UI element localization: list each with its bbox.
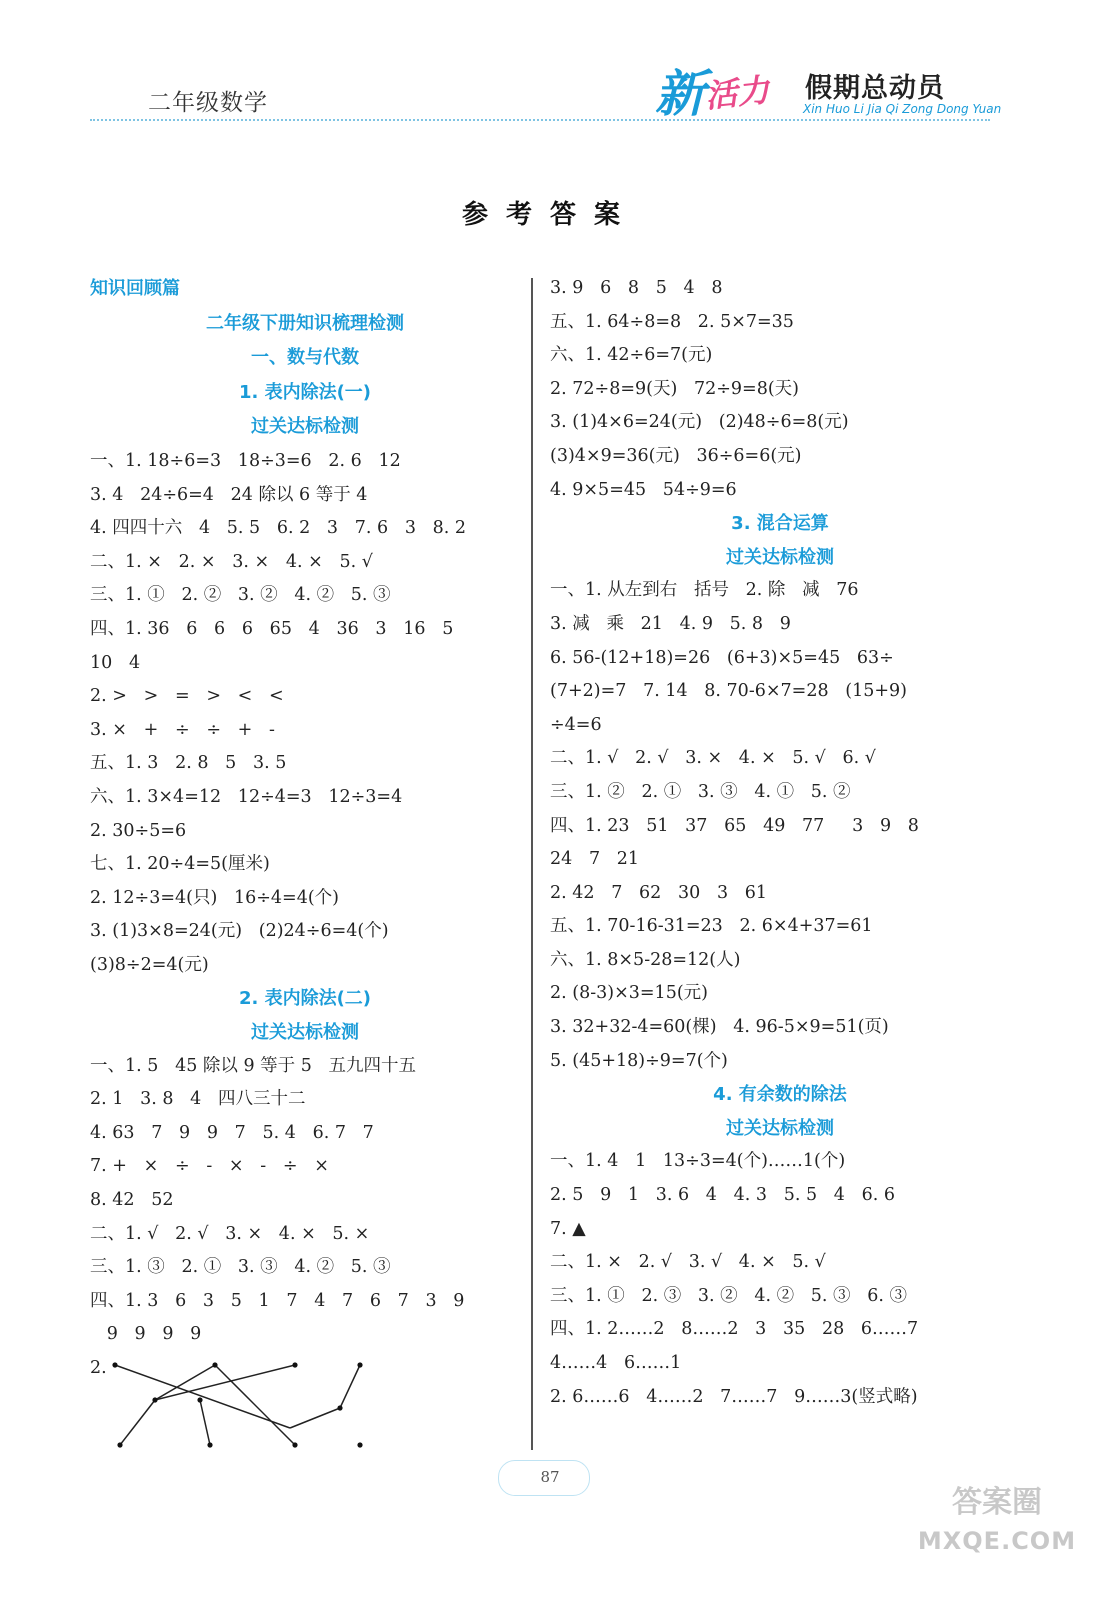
answer-line: 2. 72÷8=9(天) 72÷9=8(天) [550, 378, 799, 399]
answer-line: 3. 32+32-4=60(棵) 4. 96-5×9=51(页) [550, 1017, 889, 1038]
answer-line: 7. + × ÷ - × - ÷ × [90, 1156, 329, 1177]
answer-line: 2. 42 7 62 30 3 61 [550, 882, 768, 903]
answer-line: 8. 42 52 [90, 1190, 174, 1211]
answer-line: 六、1. 42÷6=7(元) [550, 345, 713, 366]
match-dot [207, 1442, 212, 1447]
answer-line: 24 7 21 [550, 849, 640, 870]
answer-line: 三、1. ① 2. ② 3. ② 4. ② 5. ③ [90, 585, 391, 606]
answer-line: 七、1. 20÷4=5(厘米) [90, 854, 270, 875]
answer-line: 四、1. 23 51 37 65 49 77 3 9 8 [550, 815, 919, 836]
answer-line: 2. 12÷3=4(只) 16÷4=4(个) [90, 887, 339, 908]
answer-line: 一、1. 4 1 13÷3=4(个)……1(个) [550, 1151, 846, 1172]
section-heading: 3. 混合运算 [731, 513, 829, 535]
answer-line: 4……4 6……1 [550, 1353, 682, 1373]
answer-line: 3. × + ÷ ÷ + - [90, 719, 275, 740]
right-column [550, 272, 1010, 1414]
answer-line: 四、1. 36 6 6 6 65 4 36 3 16 5 [90, 618, 454, 639]
match-dot [357, 1442, 362, 1447]
section-heading: 过关达标检测 [726, 1117, 834, 1139]
match-dot [292, 1362, 297, 1367]
answer-line: 五、1. 3 2. 8 5 3. 5 [90, 753, 287, 774]
answer-line: 二、1. √ 2. √ 3. × 4. × 5. √ 6. √ [550, 748, 876, 769]
brand-name: 假期总动员 [805, 73, 945, 104]
grade-label: 二年级数学 [148, 90, 268, 116]
page-title: 参考答案 [461, 200, 638, 230]
answer-line: 二、1. × 2. √ 3. √ 4. × 5. √ [550, 1252, 826, 1273]
answer-line: 5. (45+18)÷9=7(个) [550, 1050, 728, 1071]
answer-line: 3. 4 24÷6=4 24 除以 6 等于 4 [90, 484, 368, 505]
brand-logo [655, 54, 1002, 124]
match-dot [292, 1442, 297, 1447]
answer-line: 六、1. 8×5-28=12(人) [550, 949, 741, 970]
answer-line: 2. (8-3)×3=15(元) [550, 983, 708, 1004]
brand-pinyin: Xin Huo Li Jia Qi Zong Dong Yuan [803, 102, 1002, 116]
match-dot [357, 1362, 362, 1367]
answer-line: 三、1. ① 2. ③ 3. ② 4. ② 5. ③ 6. ③ [550, 1285, 907, 1306]
answer-line: 2. 5 9 1 3. 6 4 4. 3 5. 5 4 6. 6 [550, 1185, 896, 1206]
watermark [902, 1485, 1092, 1556]
answer-line: 4. 63 7 9 9 7 5. 4 6. 7 7 [90, 1122, 374, 1143]
answer-line: 一、1. 18÷6=3 18÷3=6 2. 6 12 [90, 450, 401, 471]
answer-line: 六、1. 3×4=12 12÷4=3 12÷3=4 [90, 786, 403, 807]
answer-line: 四、1. 2……2 8……2 3 35 28 6……7 [550, 1319, 919, 1340]
answer-line: ÷4=6 [550, 714, 602, 735]
answer-line: 3. 9 6 8 5 4 8 [550, 278, 723, 298]
left-column [90, 272, 520, 1460]
section-heading: 知识回顾篇 [90, 278, 180, 299]
answer-line: 3. 减 乘 21 4. 9 5. 8 9 [550, 613, 791, 634]
section-heading: 一、数与代数 [251, 347, 359, 369]
answer-line: 2. 1 3. 8 4 四八三十二 [90, 1089, 306, 1110]
answer-line: (7+2)=7 7. 14 8. 70-6×7=28 (15+9) [550, 681, 907, 702]
answer-line: 3. (1)4×6=24(元) (2)48÷6=8(元) [550, 412, 849, 433]
section-heading: 过关达标检测 [251, 1022, 359, 1044]
answer-line: 2. 30÷5=6 [90, 820, 187, 841]
watermark-url: MXQE.COM [917, 1527, 1077, 1555]
match-dot [197, 1397, 202, 1402]
answer-line: 五、1. 70-16-31=23 2. 6×4+37=61 [550, 916, 873, 937]
match-dot [337, 1405, 342, 1410]
answer-line: 一、1. 5 45 除以 9 等于 5 五九四十五 [90, 1055, 417, 1076]
answer-line: 三、1. ③ 2. ① 3. ③ 4. ② 5. ③ [90, 1257, 391, 1278]
answer-line: 二、1. √ 2. √ 3. × 4. × 5. × [90, 1223, 370, 1244]
section-heading: 过关达标检测 [251, 416, 359, 438]
brand-logo-huoli: 活力 [703, 70, 772, 116]
answer-line: 二、1. × 2. × 3. × 4. × 5. √ [90, 551, 373, 572]
answer-line: 3. (1)3×8=24(元) (2)24÷6=4(个) [90, 921, 389, 942]
page-number: 87 [540, 1468, 560, 1486]
column-divider [531, 278, 533, 1450]
watermark-text: 答案圈 [952, 1485, 1042, 1520]
answer-line: 五、1. 64÷8=8 2. 5×7=35 [550, 311, 794, 332]
match-dot [117, 1442, 122, 1447]
answer-line: 6. 56-(12+18)=26 (6+3)×5=45 63÷ [550, 647, 894, 668]
section-heading: 二年级下册知识梳理检测 [206, 312, 404, 334]
answer-line: (3)4×9=36(元) 36÷6=6(元) [550, 445, 802, 466]
answer-line: 2. 6……6 4……2 7……7 9……3(竖式略) [550, 1386, 918, 1407]
answer-line: 10 4 [90, 652, 141, 673]
section-heading: 1. 表内除法(一) [238, 381, 372, 403]
section-heading: 过关达标检测 [726, 546, 834, 568]
section-heading: 2. 表内除法(二) [238, 988, 372, 1010]
answer-line: 一、1. 从左到右 括号 2. 除 减 76 [550, 580, 859, 601]
answer-line: 4. 四四十六 4 5. 5 6. 2 3 7. 6 3 8. 2 [90, 518, 467, 539]
answer-line: 四、1. 3 6 3 5 1 7 4 7 6 7 3 9 [90, 1290, 465, 1311]
answer-line: 9 9 9 9 [90, 1324, 202, 1345]
match-dot [112, 1362, 117, 1367]
answer-line: 2. > > = > < < [90, 686, 284, 707]
matching-lines-diagram [110, 1360, 410, 1460]
answer-line: 4. 9×5=45 54÷9=6 [550, 479, 737, 500]
brand-logo-xin: 新 [655, 65, 705, 123]
answer-line: 2. [90, 1358, 107, 1378]
answer-line: 三、1. ② 2. ① 3. ③ 4. ① 5. ② [550, 781, 851, 802]
match-dot [152, 1397, 157, 1402]
answer-line: 7. ▲ [550, 1218, 586, 1239]
section-heading: 4. 有余数的除法 [713, 1084, 847, 1106]
answer-line: (3)8÷2=4(元) [90, 954, 209, 975]
match-dot [212, 1362, 217, 1367]
